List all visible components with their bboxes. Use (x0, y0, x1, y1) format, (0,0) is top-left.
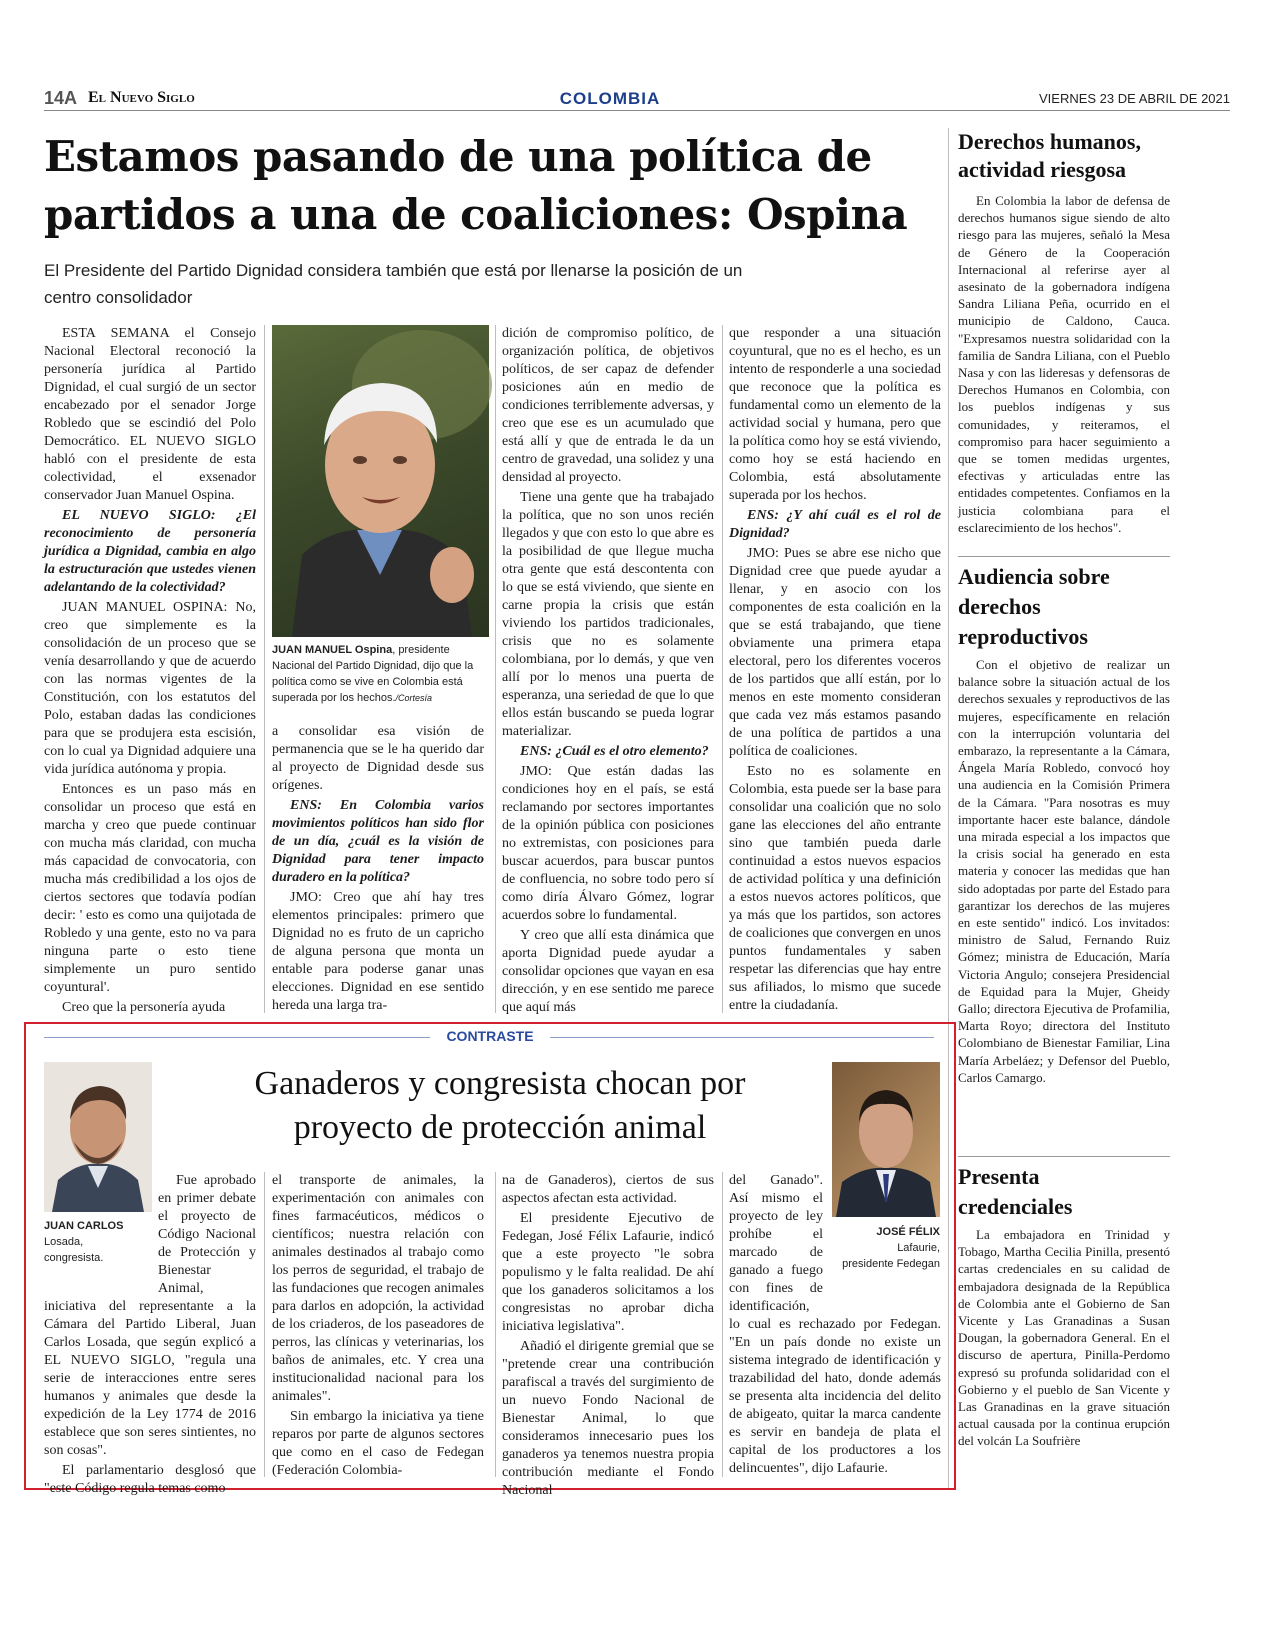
photo-caption (272, 642, 484, 706)
masthead: El Nuevo Siglo (88, 89, 195, 106)
paragraph: Con el objetivo de realizar un balance sobre la situación actual de los derechos sexuales y reproductivos de las mujeres, específicamente en relación con la interrupción voluntaria del embarazo, la representante a la Cámara, Ángela María Robledo, convocó hoy una audiencia en la Comisión Primera de la Cámara. "Para nosotras es muy importante hacer este balance, dándole una mirada especial a los impactos que la crisis social ha generado en esta materia y conocer las medidas que han sido adoptadas por parte del Estado para garantizar los derechos de las mujeres en este sentido" indicó. Los invitados: ministro de Salud, Fernando Ruiz Gómez; ministra de Educación, María Victoria Angulo; consejera Presidencial de Equidad para la Mujer, Gheidy Gallo; directora Ejecutiva de Profamilia, Marta Royo; directora del Instituto Colombiano de Bienestar Familiar, Lina María Arbeláez; y Defensor del Pueblo, Carlos Camargo. (958, 657, 1170, 1085)
paragraph: Y creo que allí esta dinámica que aporta Dignidad puede ayudar a consolidar opciones que vayan en esa dirección, y en ese sentido me parece que aquí más (502, 928, 714, 1015)
contraste-column-4-top (729, 1172, 823, 1314)
caption-text: , presidente Nacional del Partido Dignidad, dijo que la política como se vive en Colombia está superada por los hechos. (272, 644, 474, 704)
sidebar-rule (958, 1156, 1170, 1157)
paragraph: Añadió el dirigente gremial que se "pretende crear una contribución parafiscal a través del surgimiento de un nuevo Fondo Nacional de Bienestar Animal, lo que consideramos innecesario pues los ganaderos ya tenemos nuestra propia contribución mediante el Fondo Nacional (502, 1339, 714, 1498)
paragraph: JUAN MANUEL OSPINA: No, creo que simplemente es la consolidación de un proceso que se venía desarrollando y que de acuerdo con las normas vigentes de la Constitución, con los estatutos del Polo, estaban dadas las condiciones para que se produjera esta escisión, con lo cual ya Dignidad adquiere una vida jurídica autónoma y propia. (44, 600, 256, 777)
section-label: COLOMBIA (559, 89, 661, 108)
paragraph: na de Ganaderos), ciertos de sus aspectos afectan esta actividad. (502, 1173, 714, 1206)
column-divider (722, 325, 723, 1013)
paragraph: Sin embargo la iniciativa ya tiene reparos por parte de algunos sectores que como en el caso de Fedegan (Federación Colombia- (272, 1409, 484, 1478)
column-divider (495, 325, 496, 1013)
contraste-column-1 (44, 1298, 256, 1496)
sidebar-title-2: Audiencia sobre derechos reproductivos (958, 564, 1110, 649)
question-paragraph: ENS: En Colombia varios movimientos políticos han sido flor de un día, ¿cuál es la visión de Dignidad para tener impacto duradero en la política? (272, 798, 484, 885)
sidebar-body-3 (958, 1226, 1170, 1488)
question-paragraph: ENS: ¿Y ahí cuál es el rol de Dignidad? (729, 508, 941, 541)
paragraph: El presidente Ejecutivo de Fedegan, José Félix Lafaurie, indicó que a este proyecto "le sobra populismo y le falta realidad. De ahí que los ganaderos solicitamos a los congresistas no aprobar dicha iniciativa legislativa". (502, 1211, 714, 1334)
caption-text: presidente Fedegan (842, 1258, 940, 1270)
main-headline (44, 128, 944, 244)
contraste-column-4 (729, 1316, 941, 1478)
paragraph: ESTA SEMANA el Consejo Nacional Electoral reconoció la personería jurídica al Partido Dignidad, el cual surgió de un sector encabezado por el senador Jorge Robledo que se escindió del Polo Democrático. EL NUEVO SIGLO habló con el presidente de esta colectividad, el exsenador conservador Juan Manuel Ospina. (44, 326, 256, 503)
headline-line-2: partidos a una de coaliciones: Ospina (44, 190, 908, 239)
sidebar-body-1 (958, 192, 1170, 542)
article-column-2 (272, 723, 484, 1013)
page-number: 14A (44, 88, 78, 108)
headline-line-2: proyecto de protección animal (293, 1109, 707, 1146)
caption-name: JUAN CARLOS (44, 1220, 124, 1232)
question-paragraph: EL NUEVO SIGLO: ¿El reconocimiento de personería jurídica a Dignidad, cambia en algo la estructuración que ustedes vienen adelantando de la colectividad? (44, 508, 256, 595)
caption-name: JUAN MANUEL Ospina (272, 644, 393, 656)
paragraph: lo cual es rechazado por Fedegan. "En un país donde no existe un sistema integrado de identificación y trazabilidad del hato, donde además se presenta alta incidencia del delito de abigeato, quitar la marca candente es servir en bandeja de plata el capital de los productores a los delincuentes", dijo Lafaurie. (729, 1317, 941, 1476)
column-divider (722, 1172, 723, 1477)
losada-caption (44, 1218, 154, 1266)
paragraph: dición de compromiso político, de organización política, de objetivos políticos, de ser capaz de defender posiciones aún en medio de condiciones terriblemente adversas, y creo que ese es un acumulado que está allí y que de entrada le da un centro de gravedad, una solidez y una densidad al proyecto. (502, 326, 714, 485)
paragraph: Fue aprobado en primer debate el proyecto de Código Nacional de Protección y Bienestar Animal, (158, 1173, 256, 1296)
column-divider (495, 1172, 496, 1477)
photo-credit: /Cortesía (395, 693, 433, 703)
issue-date: VIERNES 23 DE ABRIL DE 2021 (1038, 91, 1230, 106)
question-paragraph: ENS: ¿Cuál es el otro elemento? (520, 744, 709, 759)
paragraph: JMO: Que están dadas las condiciones hoy en el país, se está reclamando por sectores importantes de la opinión pública con posiciones no extremistas, con posiciones para buscar acuerdos, para buscar puntos de confluencia, no sobre todo pero sí como diría Álvaro Gómez, lograr acuerdos sobre lo fundamental. (502, 764, 714, 923)
article-column-4 (729, 325, 941, 1013)
caption-text: Losada, (44, 1236, 84, 1248)
paragraph: La embajadora en Trinidad y Tobago, Martha Cecilia Pinilla, presentó cartas credenciales en su calidad de embajadora designada de la República de Colombia ante el Gobierno de San Vicente y Las Granadinas a Susan Dougan, la gobernadora General. En el discurso de apertura, Pinilla-Perdomo expresó su profunda solidaridad con el Gobierno y el pueblo de San Vicente y Las Granadinas en la grave situación actual causada por la continua erupción del volcán La Soufrière (958, 1227, 1170, 1449)
paragraph: el transporte de animales, la experimentación con animales con fines farmacéuticos, médicos o científicos; nuestra relación con animales destinados al trabajo como los perros de seguridad, el trabajo de las fundaciones que recogen animales para darlos en adopción, la actividad de los criaderos, de los paseadores de perros, las clínicas y veterinarias, los baños de animales, etc. Y crea una institucionalidad nacional para los animales". (272, 1173, 484, 1404)
paragraph: Tiene una gente que ha trabajado la política, que no son unos recién llegados y que con esto lo que abre es la posibilidad de que llegue mucha otra gente que está descontenta con lo que se está viviendo, que siente en carne propia la crisis que están viviendo los partidos tradicionales, crisis que no es solamente colombiana, por lo demás, y que ven allí por lo menos una puerta de esperanza, una seriedad de que lo que ellos están buscando se pueda lograr materializar. (502, 490, 714, 739)
contraste-column-1-top (158, 1172, 256, 1298)
caption-text: congresista. (44, 1252, 104, 1264)
paragraph: El parlamentario desglosó que "este Código regula temas como (44, 1463, 256, 1496)
paragraph: a consolidar esa visión de permanencia que se le ha querido dar al proyecto de Dignidad desde sus orígenes. (272, 724, 484, 793)
sidebar-body-2 (958, 656, 1170, 1151)
paragraph: que responder a una situación coyuntural, que no es el hecho, es un intento de responderle a una sociedad que reconoce que la política es fundamental como un elemento de la actividad social y humana, pero que la política como hoy se está viviendo, como hoy se está haciendo en Colombia, está absolutamente superada por los hechos. (729, 326, 941, 503)
portrait-illustration (272, 325, 489, 637)
paragraph: Creo que la personería ayuda (62, 1000, 226, 1015)
portrait-illustration (832, 1062, 940, 1217)
paragraph: Entonces es un paso más en consolidar un proceso que está en marcha y creo que puede continuar con mucha más claridad, con mucha más capacidad de convocatoria, con mucha más credibilidad a los ojos de ciertos sectores que todavía podían decir: ' esto es como una quijotada de Robledo y una gente, esto no va para ninguna parte o esto tiene simplemente un puro sentido coyuntural'. (44, 782, 256, 995)
ospina-photo (272, 325, 489, 637)
article-column-3 (502, 325, 714, 1013)
caption-name: JOSÉ FÉLIX (876, 1226, 940, 1238)
sidebar-title-1: Derechos humanos, actividad riesgosa (958, 129, 1141, 182)
contraste-column-2 (272, 1172, 484, 1478)
paragraph: iniciativa del representante a la Cámara del Partido Liberal, Juan Carlos Losada, que según explicó a EL NUEVO SIGLO, "regula una serie de interacciones entre seres humanos y animales que desde la expedición de la Ley 1774 de 2016 establece que son seres sintientes, no son cosas". (44, 1299, 256, 1458)
headline-line-1: Ganaderos y congresista chocan por (254, 1065, 746, 1102)
headline-line-1: Estamos pasando de una política de (44, 132, 872, 181)
paragraph: Esto no es solamente en Colombia, esta puede ser la base para consolidar una coalición que no solo gane las elecciones del año entrante sino que también pueda darle continuidad a estos nuevos espacios de actividad política y una definición a estos nuevos actores políticos, que ya más que los partidos, son actores de coaliciones que convergen en unos puntos fundamentales y saben respetar las diferencias que hay entre sus afiliados, lo mismo que sucede entre la ciudadanía. (729, 764, 941, 1013)
column-divider (264, 1172, 265, 1477)
subhead-line-1: El Presidente del Partido Dignidad considera también que está por llenarse la posición de un (44, 261, 743, 280)
header-rule (44, 110, 1230, 111)
main-subhead (44, 257, 944, 311)
lafaurie-photo (832, 1062, 940, 1217)
sidebar-rule (958, 556, 1170, 557)
portrait-illustration (44, 1062, 152, 1212)
column-divider (264, 325, 265, 1013)
contraste-headline (180, 1062, 820, 1150)
losada-photo (44, 1062, 152, 1212)
contraste-label: CONTRASTE (430, 1028, 550, 1044)
paragraph: JMO: Creo que ahí hay tres elementos principales: primero que Dignidad no es fruto de un capricho de alguna persona que monta un entable para poderse ganar unas elecciones. Dignidad en ese sentido hereda una larga tra- (272, 890, 484, 1013)
contraste-column-3 (502, 1172, 714, 1498)
caption-text: Lafaurie, (897, 1242, 940, 1254)
paragraph: del Ganado". Así mismo el proyecto de ley prohíbe el marcado de ganado a fuego con fines de identificación, (729, 1173, 823, 1314)
article-column-1 (44, 325, 256, 1013)
paragraph: JMO: Pues se abre ese nicho que Dignidad cree que puede ayudar a llenar, y en asocio con los componentes de esta coalición en la que se está trabajando, que tiene obviamente una primera etapa electoral, pero los diferentes voceros de los partidos que allí están, por lo menos en este momento consideran que cada vez más estamos pasando de una política de partidos a una política de coaliciones. (729, 546, 941, 759)
sidebar-title-3: Presenta credenciales (958, 1164, 1073, 1219)
paragraph: En Colombia la labor de defensa de derechos humanos sigue siendo de alto riesgo para las mujeres, señaló la Mesa de Género de la Cooperación Internacional al referirse ayer al asesinato de la gobernadora indígena Sandra Liliana Peña, ocurrido en el municipio de Caldono, Cauca. "Expresamos nuestra solidaridad con la familia de Sandra Liliana, con el Pueblo Nasa y con las lideresas y defensoras de Derechos Humanos en Colombia, con los pueblos indígenas y sus comunidades, y reiteramos, el compromiso para hacer seguimiento a que se tomen medidas urgentes, efectivas y articuladas entre las entidades competentes. Confiamos en la justicia colombiana para el esclarecimiento de los hechos". (958, 193, 1170, 535)
lafaurie-caption (820, 1224, 940, 1272)
subhead-line-2: centro consolidador (44, 288, 193, 307)
